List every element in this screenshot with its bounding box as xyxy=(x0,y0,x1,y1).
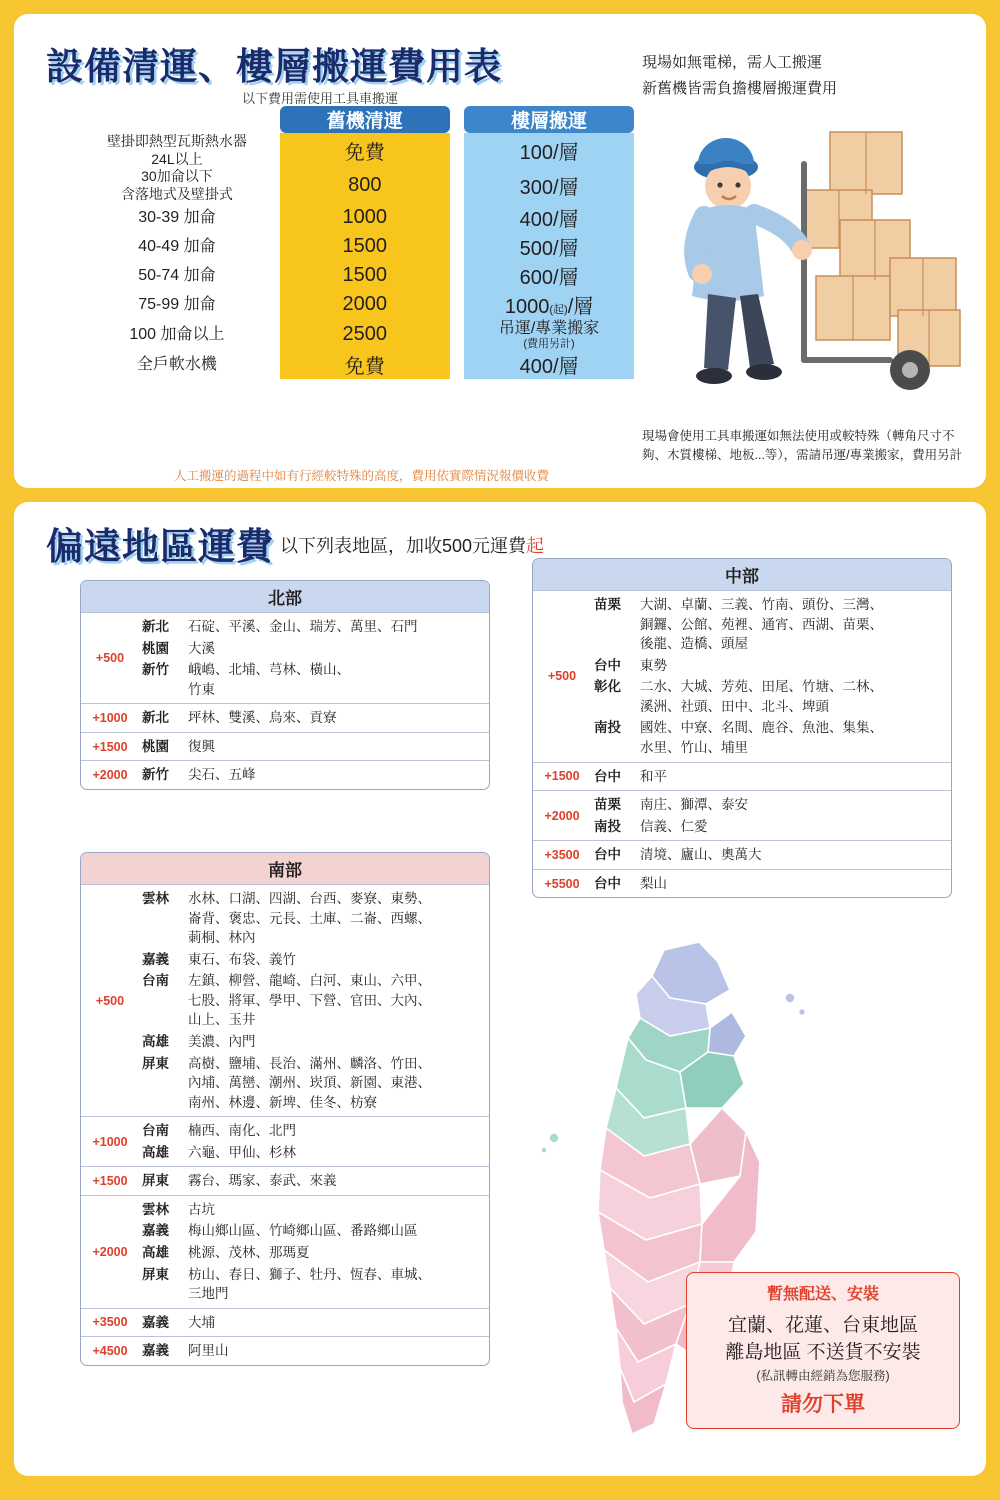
fee-row-floor: 100/層 xyxy=(464,133,634,168)
region-north-table xyxy=(81,612,489,789)
area-group xyxy=(591,869,951,897)
region-central-table xyxy=(533,590,951,897)
table-row xyxy=(81,1167,489,1196)
fees-note-top-line1: 現場如無電梯，需人工搬運 xyxy=(642,54,823,71)
remote-subtitle-highlight: 起 xyxy=(526,536,545,556)
no-delivery-notice xyxy=(686,1272,960,1429)
no-delivery-line1: 宜蘭、花蓮、台東地區 xyxy=(727,1315,918,1336)
county-label: 新北 xyxy=(142,619,169,634)
area-group xyxy=(139,613,489,704)
fee-row-old: 1500 xyxy=(280,261,450,290)
fee-table-header-row xyxy=(74,106,634,133)
area-list: 峨嶋、北埔、芎林、橫山、 竹東 xyxy=(188,662,350,697)
fees-note-bottom: 現場會使用工具車搬運如無法使用或較特殊（轉角尺寸不夠、木質樓梯、地板...等），需請吊運/專業搬家，費用另計 xyxy=(642,429,963,463)
area-group xyxy=(139,1337,489,1365)
county-label: 台中 xyxy=(594,657,621,673)
fee-row xyxy=(74,133,634,168)
no-delivery-warning: 請勿下單 xyxy=(781,1393,865,1416)
price-tier: +1500 xyxy=(533,762,591,791)
area-group xyxy=(139,885,489,1117)
region-central-header: 中部 xyxy=(533,559,951,590)
price-tier: +3500 xyxy=(533,841,591,870)
table-row xyxy=(81,1117,489,1167)
county-label: 高雄 xyxy=(142,1033,169,1049)
county-label: 台中 xyxy=(594,768,621,784)
region-north xyxy=(80,580,490,790)
fee-row-old: 免費 xyxy=(280,350,450,379)
price-tier: +2000 xyxy=(81,761,139,789)
fee-row-floor: 400/層 xyxy=(464,350,634,379)
fee-row-label: 100 加侖以上 xyxy=(129,325,225,343)
fee-row-floor: 600/層 xyxy=(464,261,634,290)
county-label: 雲林 xyxy=(142,1201,169,1217)
price-tier: +1500 xyxy=(81,1167,139,1196)
area-list: 清境、廬山、奧萬大 xyxy=(640,847,762,863)
area-list: 和平 xyxy=(640,768,667,784)
county-label: 屏東 xyxy=(142,1173,169,1189)
fee-table-panel xyxy=(14,14,986,488)
fee-row-label: 75-99 加侖 xyxy=(138,295,216,313)
fee-row-label: 30-39 加侖 xyxy=(138,208,216,226)
fee-table xyxy=(74,106,634,379)
table-row xyxy=(81,1308,489,1337)
fee-row xyxy=(74,168,634,203)
county-label: 高雄 xyxy=(142,1245,169,1260)
table-row xyxy=(533,841,951,870)
county-label: 嘉義 xyxy=(142,1223,169,1239)
county-label: 南投 xyxy=(594,720,621,736)
area-list: 信義、仁愛 xyxy=(640,818,708,834)
county-label: 台中 xyxy=(594,875,621,891)
price-tier: +1000 xyxy=(81,1117,139,1167)
fee-row-old: 1500 xyxy=(280,232,450,261)
area-list: 復興 xyxy=(188,738,215,754)
area-list: 阿里山 xyxy=(188,1343,229,1359)
table-row xyxy=(81,704,489,733)
area-group xyxy=(139,1195,489,1308)
area-list: 楠西、南化、北門 xyxy=(188,1123,296,1139)
area-list: 梅山鄉山區、竹崎鄉山區、番路鄉山區 xyxy=(188,1223,418,1239)
fee-row xyxy=(74,319,634,350)
county-label: 苗栗 xyxy=(594,797,621,813)
area-group xyxy=(139,761,489,789)
area-list: 霧台、瑪家、泰武、來義 xyxy=(188,1173,337,1189)
area-list: 美濃、內門 xyxy=(188,1033,256,1049)
fees-note-top xyxy=(642,50,837,101)
county-label: 高雄 xyxy=(142,1144,169,1160)
price-tier: +500 xyxy=(81,885,139,1117)
county-label: 桃園 xyxy=(142,640,169,656)
table-row xyxy=(533,591,951,763)
fees-note-top-line2: 新舊機皆需負擔樓層搬運費用 xyxy=(642,79,838,97)
table-row xyxy=(533,869,951,897)
fee-col-head-old: 舊機清運 xyxy=(280,106,450,133)
fee-col-head-floor: 樓層搬運 xyxy=(464,106,634,133)
area-group xyxy=(591,591,951,763)
fee-row-floor: 1000(起)/層 xyxy=(464,290,634,319)
area-list: 石碇、平溪、金山、瑞芳、萬里、石門 xyxy=(188,619,418,634)
fee-row-label: 全戶軟水機 xyxy=(136,355,217,373)
price-tier: +500 xyxy=(81,613,139,704)
price-tier: +2000 xyxy=(81,1195,139,1308)
remote-area-panel xyxy=(14,502,986,1476)
area-list: 大埔 xyxy=(188,1314,215,1330)
price-tier: +1500 xyxy=(81,732,139,761)
area-list: 左鎮、柳營、龍崎、白河、東山、六甲、 七股、將軍、學甲、下營、官田、大內、 山上、玉井 xyxy=(188,973,431,1028)
fee-row-label: 40-49 加侖 xyxy=(138,237,216,255)
fee-row-old: 免費 xyxy=(280,133,450,168)
fee-row-label: 30加侖以下 含落地式及壁掛式 xyxy=(120,168,233,202)
area-list: 二水、大城、芳苑、田尾、竹塘、二林、 溪洲、社頭、田中、北斗、埤頭 xyxy=(640,679,883,714)
fee-row-old: 2000 xyxy=(280,290,450,319)
region-south xyxy=(80,852,490,1366)
delivery-worker-illustration xyxy=(654,124,984,414)
area-list: 枋山、春日、獅子、牡丹、恆春、車城、 三地門 xyxy=(188,1266,431,1302)
fee-row-label: 壁掛即熱型瓦斯熱水器 24L以上 xyxy=(106,133,247,167)
county-label: 新北 xyxy=(142,710,169,726)
area-list: 國姓、中寮、名間、鹿谷、魚池、集集、 水里、竹山、埔里 xyxy=(640,720,883,755)
no-delivery-line3: (私訊轉由經銷為您服務) xyxy=(756,1369,890,1383)
region-south-header: 南部 xyxy=(81,853,489,884)
no-delivery-line2: 離島地區 不送貨不安裝 xyxy=(725,1342,921,1363)
county-label: 新竹 xyxy=(142,767,169,783)
fee-row xyxy=(74,350,634,379)
fee-row-old: 2500 xyxy=(280,319,450,350)
county-label: 新竹 xyxy=(142,662,169,678)
area-group xyxy=(139,704,489,733)
fee-row xyxy=(74,290,634,319)
no-delivery-title: 暫無配送、安裝 xyxy=(766,1286,879,1303)
fee-row-old: 1000 xyxy=(280,203,450,232)
county-label: 嘉義 xyxy=(142,1343,169,1359)
fee-row xyxy=(74,232,634,261)
fees-footnote: 人工搬運的過程中如有行經較特殊的高度，費用依實際情況報價收費 xyxy=(174,469,550,483)
table-row xyxy=(81,732,489,761)
area-list: 大湖、卓蘭、三義、竹南、頭份、三灣、 銅鑼、公館、苑裡、通宵、西湖、苗栗、 後龍、造橋、頭屋 xyxy=(640,597,883,652)
county-label: 嘉義 xyxy=(142,951,169,967)
county-label: 台南 xyxy=(142,1123,169,1139)
county-label: 屏東 xyxy=(142,1055,169,1071)
price-tier: +5500 xyxy=(533,869,591,897)
table-row xyxy=(81,1195,489,1308)
county-label: 苗栗 xyxy=(594,597,621,612)
area-group xyxy=(591,791,951,841)
table-row xyxy=(81,761,489,789)
fees-subtitle: 以下費用需使用工具車搬運 xyxy=(242,91,399,106)
area-group xyxy=(591,841,951,870)
fee-row-floor: 300/層 xyxy=(464,168,634,203)
fee-row-floor: 吊運/專業搬家 (費用另計) xyxy=(464,319,634,350)
fee-row-floor: 400/層 xyxy=(464,203,634,232)
area-list: 桃源、茂林、那瑪夏 xyxy=(188,1245,310,1260)
area-list: 坪林、雙溪、烏來、貢寮 xyxy=(188,710,337,726)
table-row xyxy=(533,762,951,791)
table-row xyxy=(81,613,489,704)
county-label: 雲林 xyxy=(142,891,169,906)
price-tier: +500 xyxy=(533,591,591,763)
remote-subtitle-text: 以下列表地區，加收500元運費 xyxy=(280,536,527,556)
price-tier: +1000 xyxy=(81,704,139,733)
county-label: 嘉義 xyxy=(142,1314,169,1330)
price-tier: +3500 xyxy=(81,1308,139,1337)
area-list: 大溪 xyxy=(188,640,215,656)
price-tier: +4500 xyxy=(81,1337,139,1365)
county-label: 台中 xyxy=(594,847,621,863)
region-north-header: 北部 xyxy=(81,581,489,612)
county-label: 台南 xyxy=(142,973,169,989)
region-south-table xyxy=(81,884,489,1365)
area-group xyxy=(139,1308,489,1337)
area-group xyxy=(139,1117,489,1167)
area-list: 南庄、獅潭、泰安 xyxy=(640,797,748,813)
price-tier: +2000 xyxy=(533,791,591,841)
fee-row-old: 800 xyxy=(280,168,450,203)
fee-row xyxy=(74,261,634,290)
fees-title: 設備清運、樓層搬運費用表 xyxy=(46,46,502,87)
area-list: 高樹、鹽埔、長治、滿州、麟洛、竹田、 內埔、萬巒、潮州、崁頂、新園、東港、 南州、林邊、新埤、佳冬、枋寮 xyxy=(188,1055,431,1110)
table-row xyxy=(81,885,489,1117)
county-label: 彰化 xyxy=(594,679,621,695)
area-list: 水林、口湖、四湖、台西、麥寮、東勢、 崙背、褒忠、元長、土庫、二崙、西螺、 莿桐、林內 xyxy=(188,891,431,946)
remote-title: 偏遠地區運費 xyxy=(46,526,274,567)
area-list: 梨山 xyxy=(640,875,667,891)
county-label: 南投 xyxy=(594,818,621,834)
remote-subtitle xyxy=(280,532,544,558)
area-list: 東勢 xyxy=(640,657,667,673)
county-label: 屏東 xyxy=(142,1266,169,1282)
area-list: 尖石、五峰 xyxy=(188,767,256,783)
fee-row-label: 50-74 加侖 xyxy=(138,266,216,284)
table-row xyxy=(81,1337,489,1365)
area-list: 東石、布袋、義竹 xyxy=(188,951,296,967)
area-group xyxy=(139,1167,489,1196)
table-row xyxy=(533,791,951,841)
county-label: 桃園 xyxy=(142,738,169,754)
area-group xyxy=(139,732,489,761)
fee-row-floor: 500/層 xyxy=(464,232,634,261)
area-list: 古坑 xyxy=(188,1201,215,1217)
area-group xyxy=(591,762,951,791)
area-list: 六龜、甲仙、杉林 xyxy=(188,1144,296,1160)
fee-row xyxy=(74,203,634,232)
region-central xyxy=(532,558,952,898)
